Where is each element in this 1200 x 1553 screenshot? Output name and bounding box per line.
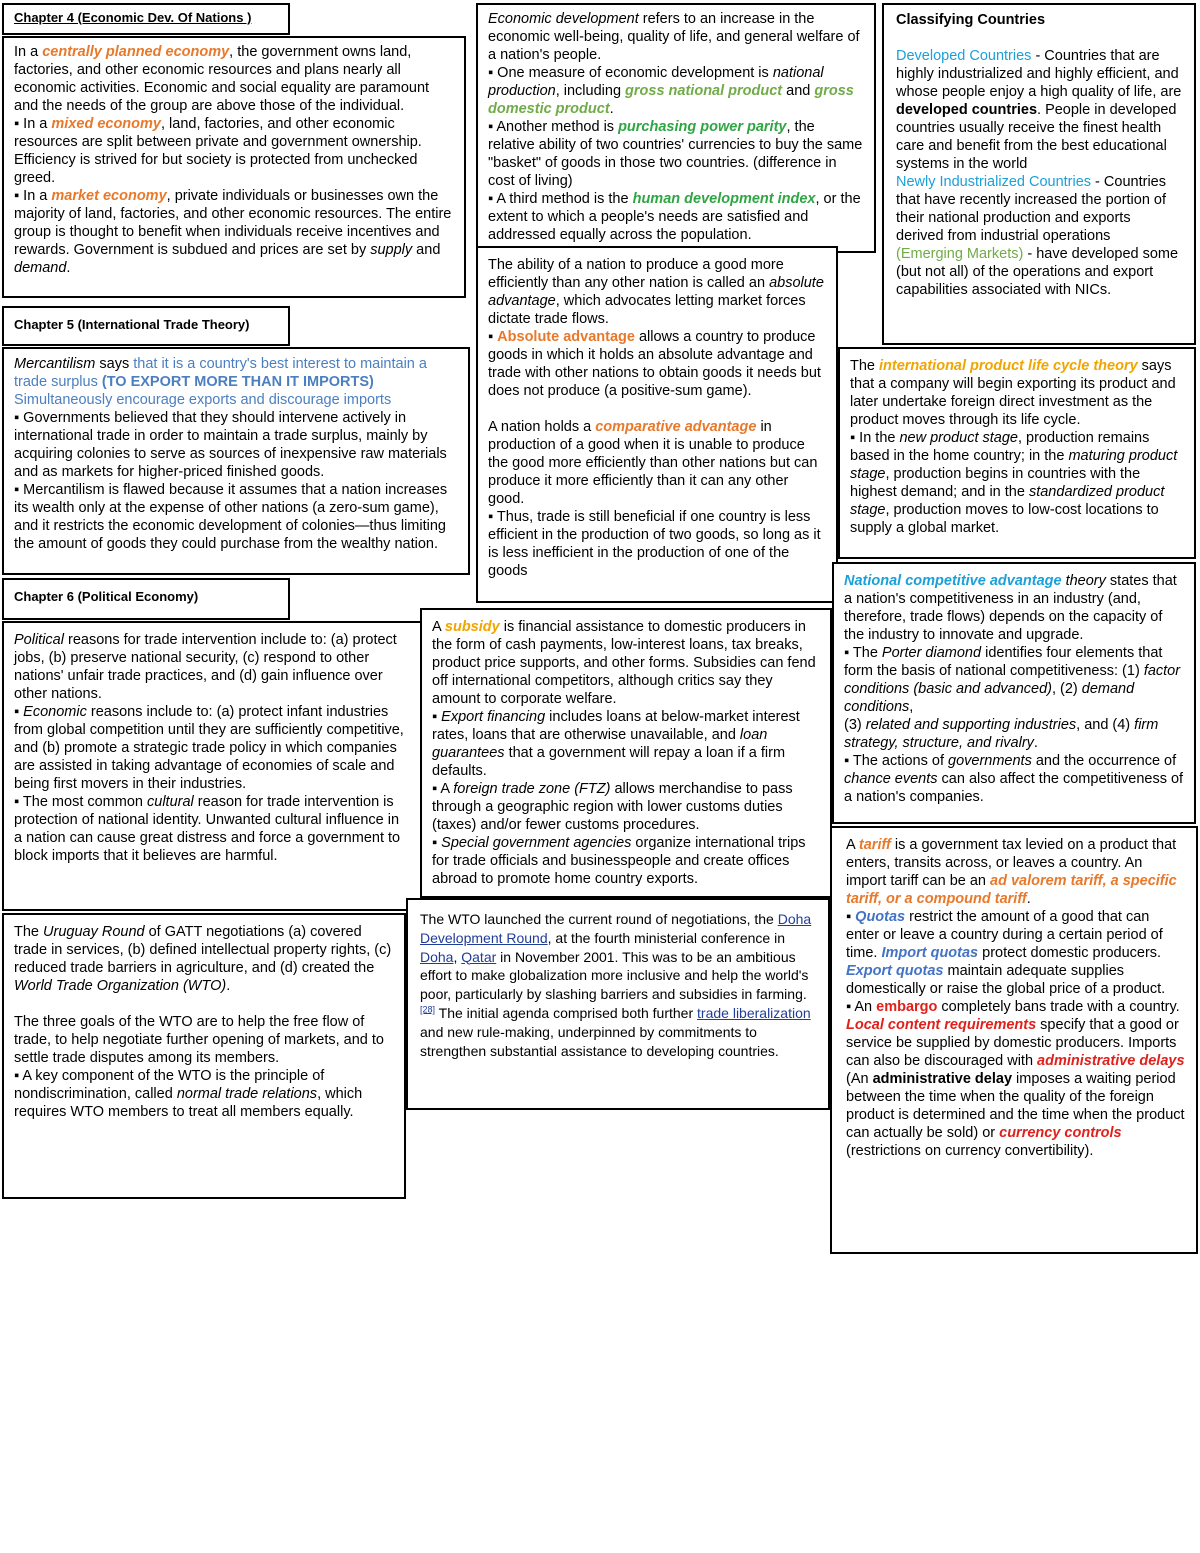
porter-elements-paragraph: (3) related and supporting industries, and (4) firm strategy, structure, and rivalry. [844, 717, 1159, 751]
classifying-title: Classifying Countries [896, 12, 1046, 28]
national-production-paragraph: ▪ One measure of economic development is national production, including gross national product and gross domestic product. [488, 65, 854, 117]
agencies-paragraph: ▪ Special government agencies organize international trips for trade officials and businesspeople and create offices abroad to promote home country exports. [432, 835, 806, 887]
chapter-4-title: Chapter 4 (Economic Dev. Of Nations ) [14, 10, 252, 25]
subsidy-box [420, 608, 832, 898]
life-cycle-stages: ▪ In the new product stage, production remains based in the home country; in the maturing product stage, production begins in countries with the highest demand; and in the standardized product stage, production moves to low-cost locations to supply a global market. [850, 430, 1178, 536]
subsidy-definition: A subsidy is financial assistance to domestic producers in the form of cash payments, low-interest loans, tax breaks, product price supports, and other forms. Subsidies can fend off international competitors, although critics say they amount to corporate welfare. [432, 619, 816, 707]
doha-paragraph: The WTO launched the current round of negotiations, the Doha Development Round, at the fourth ministerial conference in Doha, Qatar in November 2001. This was to be an ambitious effort to make globalization more inclusive and help the world's poor, particularly by slashing barriers and subsidies in farming.[28] The initial agenda comprised both further trade liberalization and new rule-making, underpinned by commitments to strengthen substantial assistance to developing countries. [420, 911, 812, 1059]
advantage-box [476, 246, 838, 603]
mercantilism-definition: Mercantilism says that it is a country's best interest to maintain a trade surplus (TO EXPORT MORE THAN IT IMPORTS) [14, 356, 427, 390]
governments-chance-paragraph: ▪ The actions of governments and the occurrence of chance events can also affect the competitiveness of a nation's companies. [844, 753, 1184, 805]
mercantilism-policy: Simultaneously encourage exports and discourage imports [14, 392, 392, 408]
product-life-cycle-box [838, 347, 1196, 559]
chapter-6-header [2, 578, 290, 620]
trade-intervention-box [2, 621, 422, 911]
nca-definition: National competitive advantage theory states that a nation's competitiveness in an industry (and, therefore, trade flows) depends on the capacity of the industry to innovate and upgrade. [844, 573, 1177, 643]
life-cycle-definition: The international product life cycle theory says that a company will begin exporting its product and later undertake foreign direct investment as the product moves through its life cycle. [850, 358, 1176, 428]
hdi-paragraph: ▪ A third method is the human development index, or the extent to which a people's needs are satisfied and addressed equally across the population. [488, 191, 861, 243]
emerging-markets-paragraph: (Emerging Markets) - have developed some (but not all) of the operations and export capabilities associated with NICs. [896, 246, 1179, 298]
doha-development-round-link[interactable]: Doha Development Round [420, 911, 812, 946]
mercantilism-governments: ▪ Governments believed that they should intervene actively in international trade in order to maintain a trade surplus, mainly by acquiring colonies to serve as sources of inexpensive raw materials and as markets for higher-priced finished goods. [14, 410, 447, 480]
market-economy-paragraph: ▪ In a market economy, private individuals or businesses own the majority of land, factories, and other economic resources. The entire group is thought to benefit when individuals receive incentives and rewards. Government is subdued and prices are set by supply and demand. [14, 188, 452, 276]
nic-paragraph: Newly Industrialized Countries - Countries that have recently increased the portion of their national production and exports derived from industrial operations [896, 174, 1167, 244]
comparative-advantage-paragraph: A nation holds a comparative advantage in production of a good when it is unable to produce the good more efficiently than other nations but can produce it more efficiently than it can any other good. [488, 419, 818, 507]
economic-reasons: ▪ Economic reasons include to: (a) protect infant industries from global competition until they are sufficiently competitive, and (b) promote a strategic trade policy in which companies are assisted in taking advantage of economies of scale and being first movers in their industries. [14, 704, 404, 792]
porter-diamond-paragraph: ▪ The Porter diamond identifies four elements that form the basis of national competitiveness: (1) factor conditions (basic and advanced), (2) demand conditions, [844, 645, 1181, 715]
normal-trade-relations-paragraph: ▪ A key component of the WTO is the principle of nondiscrimination, called normal trade relations, which requires WTO members to treat all members equally. [14, 1068, 363, 1120]
quotas-paragraph: ▪ Quotas restrict the amount of a good that can enter or leave a country during a certain period of time. Import quotas protect domestic producers. Export quotas maintain adequate supplies domestically or raise the global price of a product. [846, 909, 1166, 997]
trade-liberalization-link[interactable]: trade liberalization [697, 1004, 811, 1021]
developed-countries-paragraph: Developed Countries - Countries that are highly industrialized and highly efficient, and whose people enjoy a high quality of life, are developed countries. People in developed countries usually receive the finest health care and benefit from the best educational systems in the world [896, 48, 1182, 172]
doha-round-box [406, 898, 830, 1110]
export-financing-paragraph: ▪ Export financing includes loans at below-market interest rates, loans that are otherwise unavailable, and loan guarantees that a government will repay a loan if a firm defaults. [432, 709, 800, 779]
chapter-5-title: Chapter 5 (International Trade Theory) [14, 317, 250, 332]
centrally-planned-paragraph: In a centrally planned economy, the government owns land, factories, and other economic resources and plans nearly all economic activities. Economic and social equality are paramount and the needs of the group are above those of the individual. [14, 44, 430, 114]
economy-types-box [2, 36, 466, 298]
mixed-economy-paragraph: ▪ In a mixed economy, land, factories, and other economic resources are split between private and government ownership. Efficiency is strived for but society is protected from unchecked greed. [14, 116, 422, 186]
absolute-advantage-definition: The ability of a nation to produce a good more efficiently than any other nation is called an absolute advantage, which advocates letting market forces dictate trade flows. [488, 257, 824, 327]
wto-goals-paragraph: The three goals of the WTO are to help the free flow of trade, to help negotiate further opening of markets, and to settle trade disputes among its members. [14, 1014, 384, 1066]
qatar-link[interactable]: Qatar [461, 948, 497, 965]
citation-28-link[interactable]: [28] [420, 1004, 436, 1015]
development-definition: Economic development refers to an increase in the economic well-being, quality of life, and general welfare of a nation's people. [488, 11, 860, 63]
embargo-paragraph: ▪ An embargo completely bans trade with a country. Local content requirements specify that a good or service be supplied by domestic producers. Imports can also be discouraged with administrative delays (An administrative delay imposes a waiting period between the time when the quality of the foreign product is determined and the time when the product can actually be sold) or currency controls (restrictions on currency convertibility). [846, 999, 1185, 1159]
mercantilism-flaw: ▪ Mercantilism is flawed because it assumes that a nation increases its wealth only at the expense of other nations (a zero-sum game), and it restricts the economic development of colonies—thus limiting the amount of goods they could purchase from the wealthy nation. [14, 482, 448, 552]
uruguay-paragraph: The Uruguay Round of GATT negotiations (a) covered trade in services, (b) defined intellectual property rights, (c) reduced trade barriers in agriculture, and (d) created the World Trade Organization (WTO). [14, 924, 392, 994]
uruguay-round-box [2, 913, 406, 1199]
economic-development-box [476, 3, 876, 253]
absolute-advantage-paragraph: ▪ Absolute advantage allows a country to produce goods in which it holds an absolute advantage and trade with other nations to obtain goods it needs but does not produce (a positive-sum game). [488, 329, 821, 399]
mercantilism-box [2, 347, 470, 575]
doha-link[interactable]: Doha [420, 948, 454, 965]
ftz-paragraph: ▪ A foreign trade zone (FTZ) allows merchandise to pass through a geographic region with lower customs duties (taxes) and/or fewer customs procedures. [432, 781, 793, 833]
trade-beneficial-paragraph: ▪ Thus, trade is still beneficial if one country is less efficient in the production of two goods, so long as it is less inefficient in the production of one of the goods [488, 509, 821, 579]
ppp-paragraph: ▪ Another method is purchasing power parity, the relative ability of two countries' currencies to buy the same "basket" of goods in those two countries. (difference in cost of living) [488, 119, 863, 189]
chapter-6-title: Chapter 6 (Political Economy) [14, 589, 199, 604]
political-reasons: Political reasons for trade intervention include to: (a) protect jobs, (b) preserve national security, (c) respond to other nations' unfair trade practices, and (d) gain influence over other nations. [14, 632, 397, 702]
tariff-box [830, 826, 1198, 1254]
chapter-5-header [2, 306, 290, 346]
national-competitive-advantage-box [832, 562, 1196, 824]
chapter-4-header [2, 3, 290, 35]
classifying-countries-box [882, 3, 1196, 345]
tariff-definition: A tariff is a government tax levied on a product that enters, transits across, or leaves a country. An import tariff can be an ad valorem tariff, a specific tariff, or a compound tariff. [846, 837, 1177, 907]
cultural-reasons: ▪ The most common cultural reason for trade intervention is protection of national identity. Unwanted cultural influence in a nation can cause great distress and force a government to block imports that it believes are harmful. [14, 794, 401, 864]
